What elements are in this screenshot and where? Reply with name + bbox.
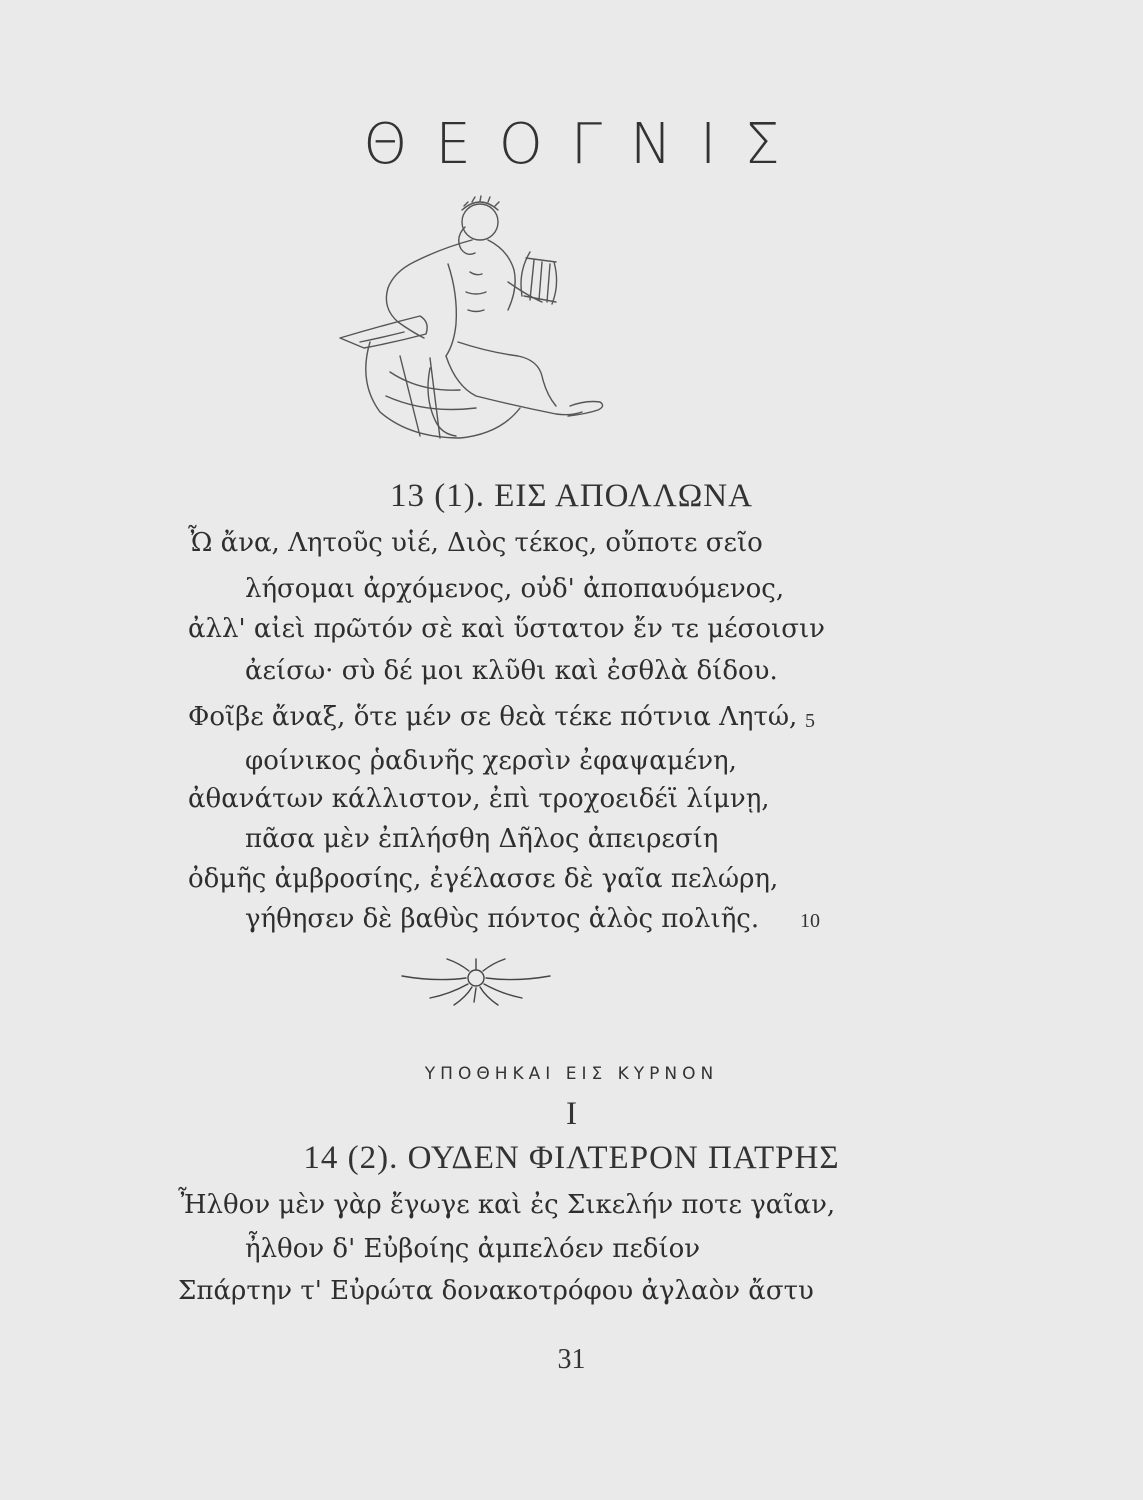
- verse-line: Ὦ ἄνα, Λητοῦς υἱέ, Διὸς τέκος, οὔποτε σεῖο: [188, 528, 763, 558]
- verse-line: ἀλλ' αἰεὶ πρῶτόν σὲ καὶ ὕστατον ἔν τε μέσοισιν: [188, 614, 825, 644]
- section-numeral: I: [566, 1096, 577, 1132]
- verse-line: Ἦλθον μὲν γὰρ ἔγωγε καὶ ἐς Σικελήν ποτε γαῖαν,: [178, 1190, 836, 1220]
- verse-line: γήθησεν δὲ βαθὺς πόντος ἁλὸς πολιῆς.: [245, 904, 760, 934]
- line-number: 10: [800, 910, 820, 932]
- verse-line: λήσομαι ἀρχόμενος, οὐδ' ἀποπαυόμενος,: [245, 574, 785, 604]
- verse-line: ἦλθον δ' Εὐβοίης ἀμπελόεν πεδίον: [245, 1234, 701, 1264]
- author-heading: ΘΕΟΓΝΙΣ: [363, 112, 808, 177]
- verse-line: ὀδμῆς ἀμβροσίης, ἐγέλασσε δὲ γαῖα πελώρη,: [188, 864, 779, 894]
- verse-line: ἀθανάτων κάλλιστον, ἐπὶ τροχοειδέϊ λίμνῃ,: [188, 784, 770, 814]
- sun-ornament: [396, 954, 556, 1010]
- page-number: 31: [557, 1344, 586, 1375]
- verse-line: ἀείσω· σὺ δέ μοι κλῦθι καὶ ἐσθλὰ δίδου.: [245, 656, 778, 686]
- verse-line: Φοῖβε ἄναξ, ὅτε μέν σε θεὰ τέκε πότνια Λητώ,: [188, 702, 798, 732]
- verse-line: φοίνικος ῥαδινῆς χερσὶν ἐφαψαμένη,: [245, 746, 737, 776]
- verse-line: πᾶσα μὲν ἐπλήσθη Δῆλος ἀπειρεσίη: [245, 824, 719, 854]
- verse-line: Σπάρτην τ' Εὐρώτα δονακοτρόφου ἀγλαὸν ἄστυ: [178, 1276, 814, 1306]
- poem-title: 14 (2). ΟΥΔΕΝ ΦΙΛΤΕΡΟΝ ΠΑΤΡΗΣ: [303, 1140, 840, 1176]
- apollo-with-lyre-illustration: [330, 192, 640, 462]
- poem-title: 13 (1). ΕΙΣ ΑΠΟΛΛΩΝΑ: [390, 478, 753, 514]
- section-title: ΥΠΟΘΗΚΑΙ ΕΙΣ ΚΥΡΝΟΝ: [424, 1064, 719, 1084]
- line-number: 5: [805, 710, 815, 732]
